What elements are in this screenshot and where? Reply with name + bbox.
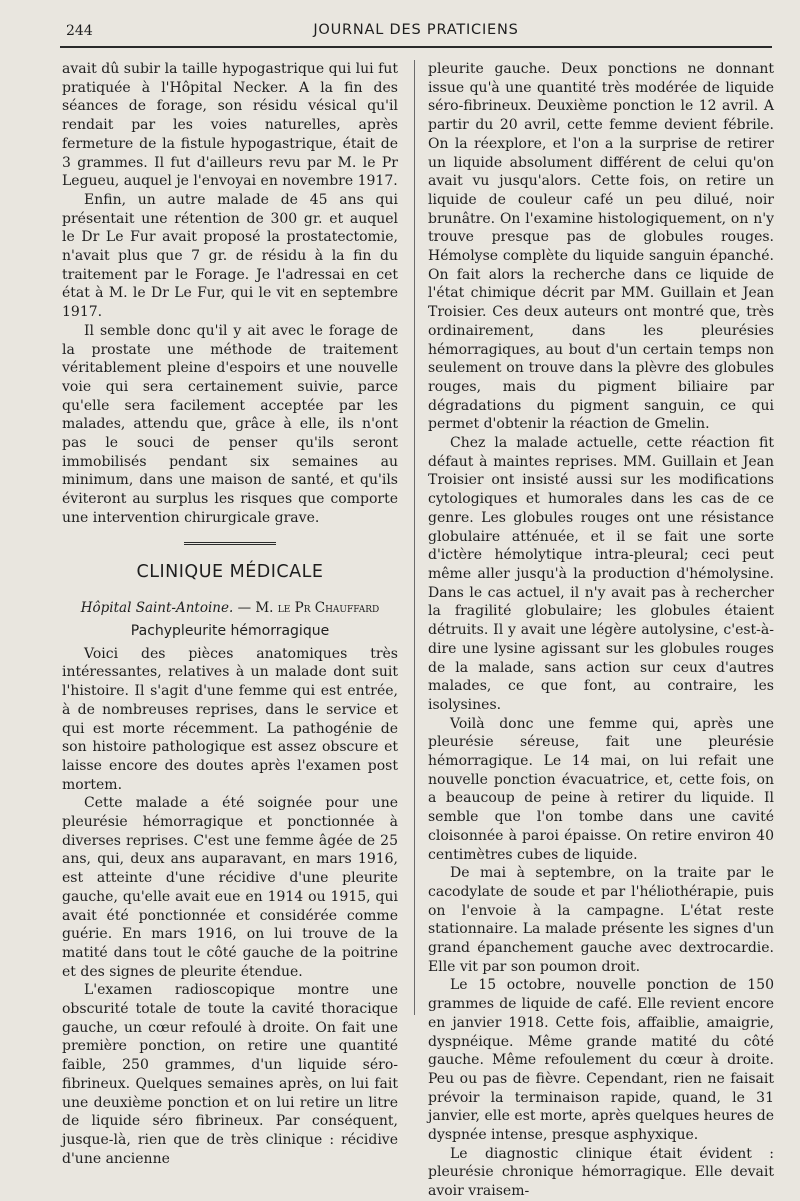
section-separator xyxy=(184,542,276,545)
paragraph: Le diagnostic clinique était évident : pleurésie chronique hémorragique. Elle devait avoir vraisem- xyxy=(428,1145,774,1200)
paragraph: Il semble donc qu'il y ait avec le forage de la prostate une méthode de traitement véritablement pleine d'espoirs et une nouvelle voie qui sera certainement suivie, parce qu'elle sera facilement acceptée par les malades, attendu que, grâce à elle, ils n'ont pas le souci de penser qu'ils seront immobilisés pendant six semaines au minimum, dans une maison de santé, et qu'ils éviteront au surplus les risques que comporte une intervention chirurgicale grave. xyxy=(62,322,398,526)
paragraph: Voici des pièces anatomiques très intéressantes, relatives à un malade dont suit l'histoire. Il s'agit d'une femme qui est entrée, à de nombreuses reprises, dans le service et qui est morte récemment. La pathogénie de son histoire pathologique est assez obscure et laisse encore des doutes après l'examen post mortem. xyxy=(62,645,398,793)
section-title: CLINIQUE MÉDICALE xyxy=(136,561,324,582)
paragraph: Enfin, un autre malade de 45 ans qui présentait une rétention de 300 gr. et auquel le Dr Le Fur avait proposé la prostatectomie, n'avait plus que 7 gr. de résidu à la fin du traitement par le Forage. Je l'adressai en cet état à M. le Dr Le Fur, qui le vit en septembre 1917. xyxy=(62,191,398,321)
paragraph: pleurite gauche. Deux ponctions ne donnant issue qu'à une quantité très modérée de liquide séro-fibrineux. Deuxième ponction le 12 avril. A partir du 20 avril, cette femme devient fébrile. On la réexplore, et l'on a la surprise de retirer un liquide absolument différent de celui qu'on avait vu jusqu'alors. Cette fois, on retire un liquide de couleur café un peu dilué, noir brunâtre. On l'examine histologiquement, on n'y trouve presque pas de globules rouges. Hémolyse complète du liquide sanguin épanché. On fait alors la recherche dans ce liquide de l'état chimique décrit par MM. Guillain et Jean Troisier. Ces deux auteurs ont montré que, très ordinairement, dans les pleurésies hémorragiques, au bout d'un certain temps non seulement on trouve dans la plèvre des globules rouges, mais du pigment biliaire par dégradations du pigment sanguin, ce qui permet d'obtenir la réaction de Gmelin. xyxy=(428,61,774,433)
byline-author: — M. le Pr Chauffard xyxy=(233,600,380,617)
left-column xyxy=(62,60,398,1167)
page-header xyxy=(60,20,772,48)
paragraph: De mai à septembre, on la traite par le cacodylate de soude et par l'héliothérapie, puis on l'envoie à la campagne. L'état reste stationnaire. La malade présente les signes d'un grand épanchement gauche avec dextrocardie. Elle vit par son poumon droit. xyxy=(428,865,774,975)
article-title: Pachypleurite hémorragique xyxy=(130,622,330,639)
journal-title: JOURNAL DES PRATICIENS xyxy=(313,22,519,38)
page-number: 244 xyxy=(66,23,93,39)
paragraph: Le 15 octobre, nouvelle ponction de 150 grammes de liquide de café. Elle revient encore en janvier 1918. Cette fois, affaiblie, amaigrie, dyspnéique. Même grande matité du côté gauche. Même refoulement du cœur à droite. Peu ou pas de fièvre. Cependant, rien ne faisait prévoir la terminaison rapide, quand, le 31 janvier, elle est morte, après quelques heures de dyspnée intense, presque asphyxique. xyxy=(428,977,774,1144)
paragraph: avait dû subir la taille hypogastrique qui lui fut pratiquée à l'Hôpital Necker. A la fin des séances de forage, son résidu vésical qu'il rendait par les voies naturelles, après fermeture de la fistule hypogastrique, était de 3 grammes. Il fut d'ailleurs revu par M. le Pr Legueu, auquel je l'envoyai en novembre 1917. xyxy=(62,61,398,190)
paragraph: Voilà donc une femme qui, après une pleurésie séreuse, fait une pleurésie hémorragique. Le 14 mai, on lui refait une nouvelle ponction évacuatrice, et, cette fois, on a beaucoup de peine à retirer du liquide. Il semble que l'on tombe dans une cavité cloisonnée à paroi épaisse. On retire environ 40 centimètres cubes de liquide. xyxy=(428,715,774,863)
paragraph: Chez la malade actuelle, cette réaction fit défaut à maintes reprises. MM. Guillain et Jean Troisier ont insisté aussi sur les modifications cytologiques et humorales dans les cas de ce genre. Les globules rouges ont une résistance globulaire atténuée, et il se fait une sorte d'ictère hémolytique intra-pleural; ceci peut même aller jusqu'à la production d'hémolysine. Dans le cas actuel, il n'y avait pas à rechercher la fragilité globulaire; les globules étaient détruits. Il y avait une légère autolysine, c'est-à-dire une lysine agissant sur les globules rouges de la malade, sans action sur ceux d'autres malades, ce que font, au contraire, les isolysines. xyxy=(428,435,774,713)
byline-hospital: Hôpital Saint-Antoine. xyxy=(80,600,234,617)
paragraph: Cette malade a été soignée pour une pleurésie hémorragique et ponctionnée à diverses reprises. C'est une femme âgée de 25 ans, qui, deux ans auparavant, en mars 1916, est atteinte d'une récidive d'une pleurite gauche, qu'elle avait eue en 1914 ou 1915, qui avait été ponctionnée et considérée comme guérie. En mars 1916, on lui trouve de la matité dans tout le côté gauche de la poitrine et des signes de pleurite étendue. xyxy=(62,795,398,980)
right-column xyxy=(428,60,774,1200)
article-byline xyxy=(62,599,398,618)
column-rule xyxy=(414,60,415,1015)
paragraph: L'examen radioscopique montre une obscurité totale de toute la cavité thoracique gauche, un cœur refoulé à droite. On fait une première ponction, on retire une quantité faible, 250 grammes, d'un liquide séro-fibrineux. Quelques semaines après, on lui fait une deuxième ponction et on lui retire un litre de liquide séro fibrineux. Par conséquent, jusque-là, rien que de très clinique : récidive d'une ancienne xyxy=(62,982,398,1167)
